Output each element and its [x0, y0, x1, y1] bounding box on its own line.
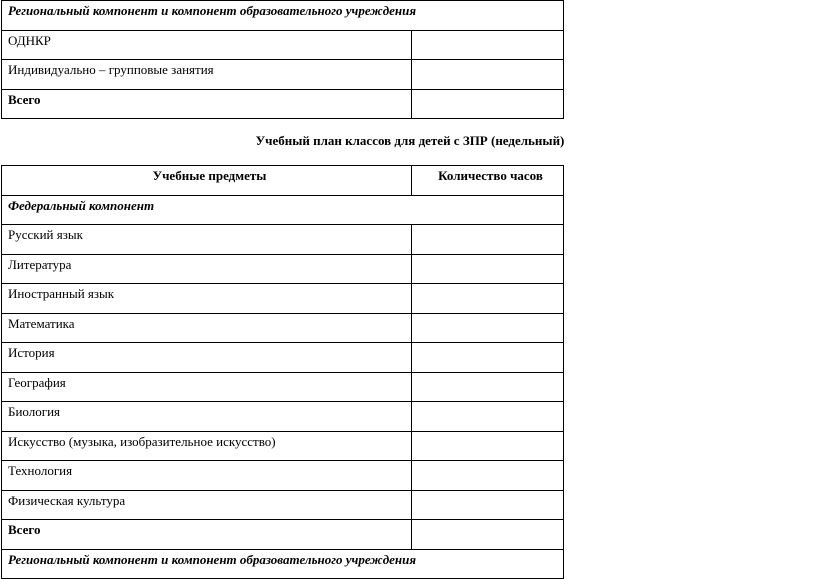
hours-cell — [412, 490, 564, 520]
table-row — [2, 372, 564, 402]
regional-section-title: Региональный компонент и компонент образовательного учреждения — [2, 1, 564, 31]
table-row — [2, 490, 564, 520]
federal-section-title: Федеральный компонент — [2, 195, 564, 225]
main-curriculum-table — [1, 165, 564, 579]
table-row — [2, 254, 564, 284]
column-header-subjects: Учебные предметы — [2, 166, 412, 196]
subject-cell: Искусство (музыка, изобразительное искусство) — [2, 431, 412, 461]
table-row — [2, 225, 564, 255]
table-row — [2, 30, 564, 60]
top-curriculum-table — [1, 0, 564, 119]
hours-cell — [412, 30, 564, 60]
subject-cell: Индивидуально – групповые занятия — [2, 60, 412, 90]
subject-cell: Математика — [2, 313, 412, 343]
table-row — [2, 461, 564, 491]
header-row — [2, 166, 564, 196]
subject-cell: География — [2, 372, 412, 402]
total-hours-cell — [412, 89, 564, 119]
subject-cell: Физическая культура — [2, 490, 412, 520]
hours-cell — [412, 313, 564, 343]
subject-cell: Литература — [2, 254, 412, 284]
hours-cell — [412, 254, 564, 284]
hours-cell — [412, 402, 564, 432]
table-row — [2, 520, 564, 550]
hours-cell — [412, 284, 564, 314]
plan-title-text: Учебный план классов для детей с ЗПР (недельный) — [255, 133, 565, 148]
table-row — [2, 549, 564, 579]
regional-section-title: Региональный компонент и компонент образовательного учреждения — [2, 549, 564, 579]
column-header-hours: Количество часов — [412, 166, 564, 196]
table-row — [2, 431, 564, 461]
plan-title — [0, 133, 816, 149]
subject-cell: Биология — [2, 402, 412, 432]
hours-cell — [412, 343, 564, 373]
hours-cell — [412, 431, 564, 461]
subject-cell: Русский язык — [2, 225, 412, 255]
table-row — [2, 313, 564, 343]
table-row — [2, 60, 564, 90]
subject-cell: История — [2, 343, 412, 373]
total-label: Всего — [2, 520, 412, 550]
table-row — [2, 1, 564, 31]
table-row — [2, 89, 564, 119]
total-label: Всего — [2, 89, 412, 119]
subject-cell: Технология — [2, 461, 412, 491]
hours-cell — [412, 372, 564, 402]
total-hours-cell — [412, 520, 564, 550]
subject-cell: ОДНКР — [2, 30, 412, 60]
table-row — [2, 284, 564, 314]
hours-cell — [412, 60, 564, 90]
table-row — [2, 343, 564, 373]
hours-cell — [412, 225, 564, 255]
table-row — [2, 195, 564, 225]
hours-cell — [412, 461, 564, 491]
table-row — [2, 402, 564, 432]
subject-cell: Иностранный язык — [2, 284, 412, 314]
